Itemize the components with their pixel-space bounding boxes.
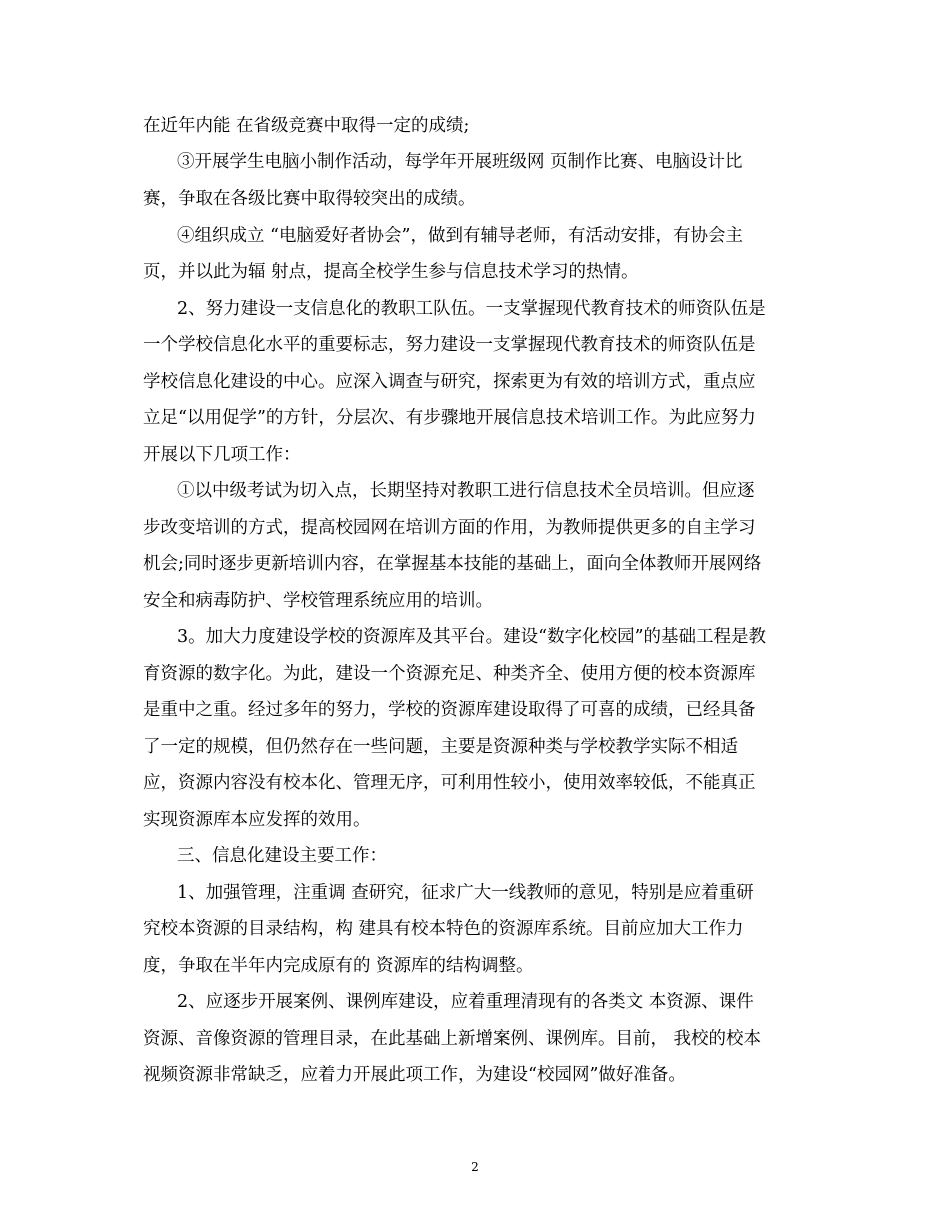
text-line: 是重中之重。经过多年的努力，学校的资源库建设取得了可喜的成绩，已经具备 <box>143 700 756 720</box>
text-line: 育资源的数字化。为此，建设一个资源充足、种类齐全、使用方便的校本资源库 <box>143 664 756 684</box>
text-line: 学校信息化建设的中心。应深入调查与研究，探索更为有效的培训方式，重点应 <box>143 372 756 392</box>
text-line: 2、努力建设一支信息化的教职工队伍。一支掌握现代教育技术的师资队伍是 <box>177 299 766 319</box>
text-line: 度，争取在半年内完成原有的 资源库的结构调整。 <box>143 956 534 976</box>
text-line: 一个学校信息化水平的重要标志，努力建设一支掌握现代教育技术的师资队伍是 <box>143 335 756 355</box>
text-line: 机会;同时逐步更新培训内容，在掌握基本技能的基础上，面向全体教师开展网络 <box>143 554 762 574</box>
text-line: 3。加大力度建设学校的资源库及其平台。建设“数字化校园”的基础工程是教 <box>177 627 767 647</box>
text-line: 了一定的规模，但仍然存在一些问题，主要是资源种类与学校教学实际不相适 <box>143 737 738 757</box>
text-line: 应，资源内容没有校本化、管理无序，可利用性较小，使用效率较低，不能真正 <box>143 773 756 793</box>
text-line: 立足“以用促学”的方针，分层次、有步骤地开展信息技术培训工作。为此应努力 <box>143 408 756 428</box>
text-line: ③开展学生电脑小制作活动，每学年开展班级网 页制作比赛、电脑设计比 <box>177 152 743 172</box>
text-line: 开展以下几项工作： <box>143 445 301 465</box>
text-line: 2、应逐步开展案例、课例库建设，应着重理清现有的各类文 本资源、课件 <box>177 992 754 1012</box>
text-line: 1、加强管理，注重调 查研究，征求广大一线教师的意见，特别是应着重研 <box>177 883 754 903</box>
text-line: ①以中级考试为切入点，长期坚持对教职工进行信息技术全员培训。但应逐 <box>177 481 755 501</box>
text-line: 安全和病毒防护、学校管理系统应用的培训。 <box>143 591 493 611</box>
text-line: 实现资源库本应发挥的效用。 <box>143 810 371 830</box>
text-line: 究校本资源的目录结构，构 建具有校本特色的资源库系统。目前应加大工作力 <box>143 919 744 939</box>
text-line: ④组织成立 “电脑爱好者协会”，做到有辅导老师，有活动安排，有协会主 <box>177 226 743 246</box>
text-line: 在近年内能 在省级竞赛中取得一定的成绩; <box>143 116 470 136</box>
page-number: 2 <box>471 1160 479 1174</box>
text-line: 资源、音像资源的管理目录，在此基础上新增案例、课例库。目前， 我校的校本 <box>143 1029 762 1049</box>
text-line: 视频资源非常缺乏，应着力开展此项工作，为建设“校园网”做好准备。 <box>143 1065 686 1085</box>
section-heading: 三、信息化建设主要工作： <box>177 846 387 866</box>
text-line: 赛，争取在各级比赛中取得较突出的成绩。 <box>143 189 476 209</box>
text-line: 页，并以此为辐 射点，提高全校学生参与信息技术学习的热情。 <box>143 262 639 282</box>
text-line: 步改变培训的方式，提高校园网在培训方面的作用，为教师提供更多的自主学习 <box>143 518 756 538</box>
